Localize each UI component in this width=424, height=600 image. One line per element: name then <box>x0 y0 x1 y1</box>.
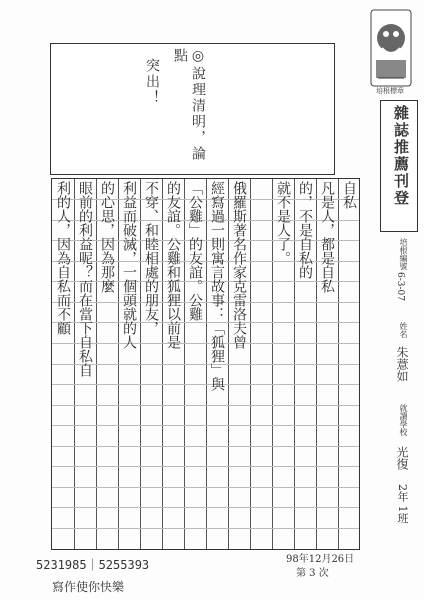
phone-numbers: 5231985｜5255393 <box>36 558 150 572</box>
essay-column: 的，不是自私的 <box>297 181 313 279</box>
logo-caption: 培根標章 <box>376 87 404 95</box>
essay-column: 經寫過一則寓言故事：「狐狸」與 <box>209 181 225 391</box>
magazine-stamp-text: 雜誌推薦刊登 <box>392 105 410 207</box>
essay-column: 「公雞」的友誼。公雞 <box>187 181 203 321</box>
magazine-stamp <box>380 100 418 232</box>
name-label: 姓名 <box>399 322 408 338</box>
essay-column: 的友誼。公雞和狐狸以前是 <box>165 181 181 349</box>
teacher-comment-box <box>50 43 335 175</box>
essay-date: 98年12月26日 <box>286 554 355 565</box>
essay-column: 自私 <box>341 181 357 209</box>
footer-slogan: 寫作使你快樂 <box>52 580 125 594</box>
essay-column: 俄羅斯著名作家克雷洛夫曾 <box>231 181 247 349</box>
essay-column: 利益而破滅，一個頭就的人 <box>121 181 137 349</box>
writing-grid <box>51 178 360 550</box>
comment-main-text: ◎說理清明，論點 <box>172 48 206 162</box>
essay-column: 不穿、和睦相處的朋友， <box>143 181 159 335</box>
school-label: 就讀學校 <box>399 404 408 436</box>
student-name: 朱薏如 <box>395 346 409 382</box>
bacon-logo-icon <box>368 8 414 88</box>
essay-column: 利的人，因為自私而不顧 <box>55 181 71 335</box>
submission-number: 第 3 次 <box>296 568 329 579</box>
grade-value: 2年 1班 <box>396 484 409 524</box>
comment-side-text: 突出！ <box>144 58 160 106</box>
essay-column: 眼前的利益呢？而在當下自私自 <box>77 181 93 377</box>
essay-column: 就不是人了。 <box>275 181 291 265</box>
code-label: 培根編號 <box>399 238 408 270</box>
school-value: 光復 <box>395 446 409 470</box>
essay-column: 的心思，因為那麼 <box>99 181 115 293</box>
essay-column: 凡是人，都是自私 <box>319 181 335 293</box>
code-value: 6-3-07 <box>395 272 405 301</box>
